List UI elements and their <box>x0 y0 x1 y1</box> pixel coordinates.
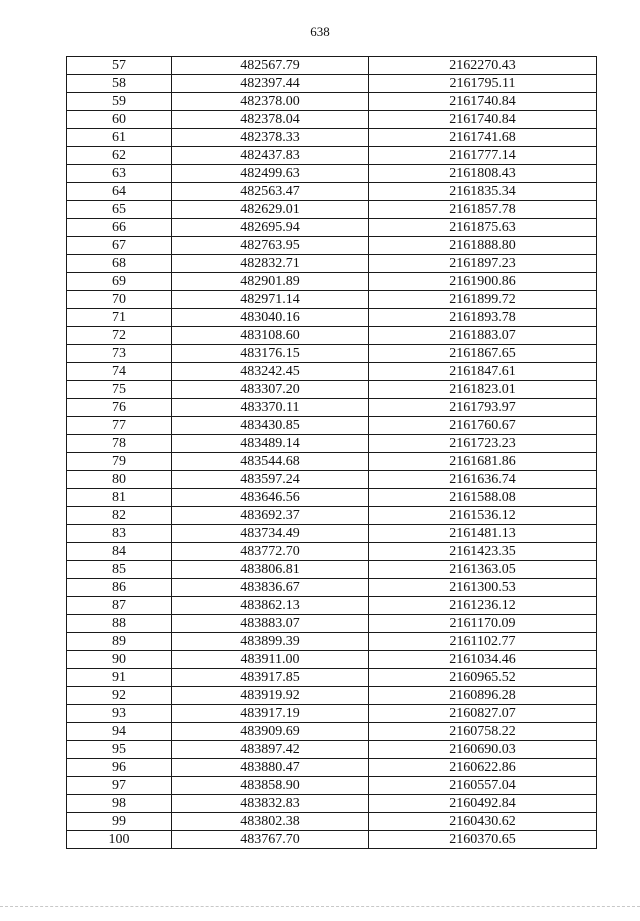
x-coordinate-cell: 482437.83 <box>172 147 369 165</box>
y-coordinate-cell: 2161588.08 <box>369 489 597 507</box>
point-number-cell: 63 <box>67 165 172 183</box>
table-row <box>67 93 597 111</box>
table-row <box>67 435 597 453</box>
table-row <box>67 345 597 363</box>
table-row <box>67 543 597 561</box>
x-coordinate-cell: 482901.89 <box>172 273 369 291</box>
point-number-cell: 90 <box>67 651 172 669</box>
x-coordinate-cell: 482378.33 <box>172 129 369 147</box>
point-number-cell: 71 <box>67 309 172 327</box>
point-number-cell: 84 <box>67 543 172 561</box>
table-row <box>67 57 597 75</box>
coordinates-table-body <box>67 57 597 849</box>
table-row <box>67 309 597 327</box>
point-number-cell: 60 <box>67 111 172 129</box>
x-coordinate-cell: 483108.60 <box>172 327 369 345</box>
y-coordinate-cell: 2161741.68 <box>369 129 597 147</box>
x-coordinate-cell: 483242.45 <box>172 363 369 381</box>
y-coordinate-cell: 2161636.74 <box>369 471 597 489</box>
y-coordinate-cell: 2161795.11 <box>369 75 597 93</box>
point-number-cell: 73 <box>67 345 172 363</box>
x-coordinate-cell: 483802.38 <box>172 813 369 831</box>
table-row <box>67 633 597 651</box>
point-number-cell: 87 <box>67 597 172 615</box>
point-number-cell: 94 <box>67 723 172 741</box>
point-number-cell: 62 <box>67 147 172 165</box>
x-coordinate-cell: 483897.42 <box>172 741 369 759</box>
point-number-cell: 95 <box>67 741 172 759</box>
y-coordinate-cell: 2161867.65 <box>369 345 597 363</box>
x-coordinate-cell: 483917.85 <box>172 669 369 687</box>
x-coordinate-cell: 482832.71 <box>172 255 369 273</box>
x-coordinate-cell: 483176.15 <box>172 345 369 363</box>
x-coordinate-cell: 483646.56 <box>172 489 369 507</box>
x-coordinate-cell: 483917.19 <box>172 705 369 723</box>
table-row <box>67 165 597 183</box>
table-row <box>67 201 597 219</box>
table-row <box>67 129 597 147</box>
y-coordinate-cell: 2161900.86 <box>369 273 597 291</box>
y-coordinate-cell: 2161857.78 <box>369 201 597 219</box>
point-number-cell: 59 <box>67 93 172 111</box>
page-number: 638 <box>310 24 330 39</box>
scan-edge-line <box>0 906 640 907</box>
point-number-cell: 93 <box>67 705 172 723</box>
x-coordinate-cell: 483909.69 <box>172 723 369 741</box>
y-coordinate-cell: 2161723.23 <box>369 435 597 453</box>
x-coordinate-cell: 482563.47 <box>172 183 369 201</box>
point-number-cell: 58 <box>67 75 172 93</box>
table-row <box>67 327 597 345</box>
y-coordinate-cell: 2161740.84 <box>369 93 597 111</box>
point-number-cell: 80 <box>67 471 172 489</box>
point-number-cell: 75 <box>67 381 172 399</box>
y-coordinate-cell: 2161363.05 <box>369 561 597 579</box>
x-coordinate-cell: 483883.07 <box>172 615 369 633</box>
table-row <box>67 669 597 687</box>
x-coordinate-cell: 483772.70 <box>172 543 369 561</box>
y-coordinate-cell: 2161893.78 <box>369 309 597 327</box>
y-coordinate-cell: 2161236.12 <box>369 597 597 615</box>
table-row <box>67 417 597 435</box>
table-row <box>67 741 597 759</box>
y-coordinate-cell: 2160370.65 <box>369 831 597 849</box>
table-row <box>67 615 597 633</box>
table-row <box>67 111 597 129</box>
x-coordinate-cell: 483911.00 <box>172 651 369 669</box>
table-row <box>67 75 597 93</box>
x-coordinate-cell: 483040.16 <box>172 309 369 327</box>
point-number-cell: 88 <box>67 615 172 633</box>
table-row <box>67 777 597 795</box>
y-coordinate-cell: 2161897.23 <box>369 255 597 273</box>
x-coordinate-cell: 482971.14 <box>172 291 369 309</box>
y-coordinate-cell: 2161883.07 <box>369 327 597 345</box>
y-coordinate-cell: 2161300.53 <box>369 579 597 597</box>
point-number-cell: 92 <box>67 687 172 705</box>
x-coordinate-cell: 483370.11 <box>172 399 369 417</box>
table-row <box>67 453 597 471</box>
y-coordinate-cell: 2160690.03 <box>369 741 597 759</box>
table-row <box>67 579 597 597</box>
y-coordinate-cell: 2161835.34 <box>369 183 597 201</box>
table-row <box>67 489 597 507</box>
point-number-cell: 57 <box>67 57 172 75</box>
point-number-cell: 78 <box>67 435 172 453</box>
x-coordinate-cell: 483919.92 <box>172 687 369 705</box>
table-row <box>67 147 597 165</box>
table-row <box>67 471 597 489</box>
point-number-cell: 83 <box>67 525 172 543</box>
x-coordinate-cell: 483489.14 <box>172 435 369 453</box>
x-coordinate-cell: 483734.49 <box>172 525 369 543</box>
x-coordinate-cell: 482629.01 <box>172 201 369 219</box>
point-number-cell: 64 <box>67 183 172 201</box>
y-coordinate-cell: 2160827.07 <box>369 705 597 723</box>
point-number-cell: 98 <box>67 795 172 813</box>
y-coordinate-cell: 2160965.52 <box>369 669 597 687</box>
table-row <box>67 255 597 273</box>
y-coordinate-cell: 2161808.43 <box>369 165 597 183</box>
x-coordinate-cell: 483767.70 <box>172 831 369 849</box>
point-number-cell: 79 <box>67 453 172 471</box>
x-coordinate-cell: 483832.83 <box>172 795 369 813</box>
point-number-cell: 82 <box>67 507 172 525</box>
x-coordinate-cell: 483307.20 <box>172 381 369 399</box>
y-coordinate-cell: 2161777.14 <box>369 147 597 165</box>
table-row <box>67 597 597 615</box>
coordinates-table <box>66 56 597 849</box>
y-coordinate-cell: 2160430.62 <box>369 813 597 831</box>
table-row <box>67 273 597 291</box>
y-coordinate-cell: 2160758.22 <box>369 723 597 741</box>
x-coordinate-cell: 483544.68 <box>172 453 369 471</box>
point-number-cell: 99 <box>67 813 172 831</box>
table-row <box>67 363 597 381</box>
table-row <box>67 237 597 255</box>
point-number-cell: 66 <box>67 219 172 237</box>
point-number-cell: 65 <box>67 201 172 219</box>
point-number-cell: 96 <box>67 759 172 777</box>
y-coordinate-cell: 2161793.97 <box>369 399 597 417</box>
y-coordinate-cell: 2161823.01 <box>369 381 597 399</box>
x-coordinate-cell: 483836.67 <box>172 579 369 597</box>
x-coordinate-cell: 482763.95 <box>172 237 369 255</box>
table-row <box>67 687 597 705</box>
x-coordinate-cell: 483862.13 <box>172 597 369 615</box>
y-coordinate-cell: 2161536.12 <box>369 507 597 525</box>
y-coordinate-cell: 2161888.80 <box>369 237 597 255</box>
y-coordinate-cell: 2161423.35 <box>369 543 597 561</box>
x-coordinate-cell: 483880.47 <box>172 759 369 777</box>
table-row <box>67 831 597 849</box>
table-row <box>67 183 597 201</box>
y-coordinate-cell: 2160622.86 <box>369 759 597 777</box>
x-coordinate-cell: 483597.24 <box>172 471 369 489</box>
table-row <box>67 759 597 777</box>
point-number-cell: 61 <box>67 129 172 147</box>
x-coordinate-cell: 482499.63 <box>172 165 369 183</box>
table-row <box>67 705 597 723</box>
point-number-cell: 68 <box>67 255 172 273</box>
y-coordinate-cell: 2161481.13 <box>369 525 597 543</box>
y-coordinate-cell: 2161170.09 <box>369 615 597 633</box>
point-number-cell: 76 <box>67 399 172 417</box>
x-coordinate-cell: 482378.00 <box>172 93 369 111</box>
table-row <box>67 219 597 237</box>
point-number-cell: 81 <box>67 489 172 507</box>
x-coordinate-cell: 483858.90 <box>172 777 369 795</box>
point-number-cell: 91 <box>67 669 172 687</box>
x-coordinate-cell: 482567.79 <box>172 57 369 75</box>
y-coordinate-cell: 2160557.04 <box>369 777 597 795</box>
y-coordinate-cell: 2161681.86 <box>369 453 597 471</box>
x-coordinate-cell: 482695.94 <box>172 219 369 237</box>
table-row <box>67 291 597 309</box>
point-number-cell: 77 <box>67 417 172 435</box>
table-row <box>67 507 597 525</box>
point-number-cell: 100 <box>67 831 172 849</box>
y-coordinate-cell: 2162270.43 <box>369 57 597 75</box>
table-row <box>67 381 597 399</box>
x-coordinate-cell: 483899.39 <box>172 633 369 651</box>
x-coordinate-cell: 483430.85 <box>172 417 369 435</box>
y-coordinate-cell: 2160492.84 <box>369 795 597 813</box>
y-coordinate-cell: 2161760.67 <box>369 417 597 435</box>
table-row <box>67 651 597 669</box>
y-coordinate-cell: 2161740.84 <box>369 111 597 129</box>
point-number-cell: 74 <box>67 363 172 381</box>
y-coordinate-cell: 2161034.46 <box>369 651 597 669</box>
table-row <box>67 399 597 417</box>
point-number-cell: 70 <box>67 291 172 309</box>
point-number-cell: 85 <box>67 561 172 579</box>
x-coordinate-cell: 482397.44 <box>172 75 369 93</box>
table-row <box>67 813 597 831</box>
table-row <box>67 525 597 543</box>
y-coordinate-cell: 2161102.77 <box>369 633 597 651</box>
point-number-cell: 86 <box>67 579 172 597</box>
point-number-cell: 67 <box>67 237 172 255</box>
y-coordinate-cell: 2161847.61 <box>369 363 597 381</box>
point-number-cell: 97 <box>67 777 172 795</box>
table-row <box>67 795 597 813</box>
table-row <box>67 723 597 741</box>
point-number-cell: 72 <box>67 327 172 345</box>
x-coordinate-cell: 483806.81 <box>172 561 369 579</box>
point-number-cell: 89 <box>67 633 172 651</box>
y-coordinate-cell: 2160896.28 <box>369 687 597 705</box>
x-coordinate-cell: 482378.04 <box>172 111 369 129</box>
x-coordinate-cell: 483692.37 <box>172 507 369 525</box>
y-coordinate-cell: 2161875.63 <box>369 219 597 237</box>
y-coordinate-cell: 2161899.72 <box>369 291 597 309</box>
point-number-cell: 69 <box>67 273 172 291</box>
table-row <box>67 561 597 579</box>
